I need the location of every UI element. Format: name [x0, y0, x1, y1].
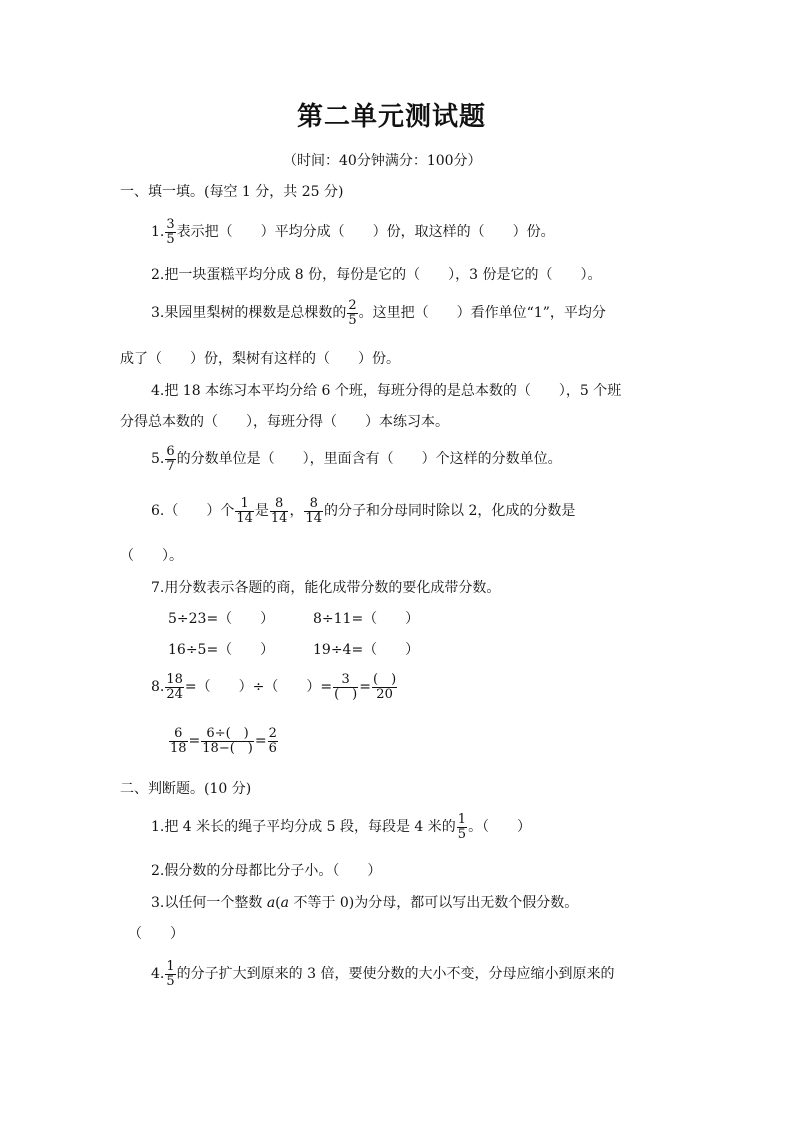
question-6: [151, 497, 575, 525]
question-4-line-2: 分得总本数的（ ），每班分得（ ）本练习本。: [120, 414, 449, 430]
question-number: 1.: [151, 224, 165, 241]
fraction: [333, 673, 358, 701]
fraction: [457, 813, 467, 841]
equals-sign: =: [359, 679, 371, 696]
question-number: 5.: [151, 451, 165, 468]
fraction: [268, 727, 278, 755]
judge-3: [151, 896, 578, 910]
judge-2: 2.假分数的分母都比分子小。（ ）: [151, 863, 382, 879]
q7-item: 5÷23=（ ）: [168, 611, 275, 627]
question-text: 的分数单位是（ ），里面含有（ ）个这样的分数单位。: [176, 451, 562, 468]
fraction: [165, 673, 184, 701]
fraction-denominator: ( ): [334, 686, 358, 702]
fraction-numerator: 6÷( ): [201, 727, 254, 742]
fraction-denominator: 7: [166, 458, 175, 474]
question-3-line-2: 成了（ ）份，梨树有这样的（ ）份。: [120, 351, 400, 367]
question-text: 的分子扩大到原来的 3 倍，要使分数的大小不变，分母应缩小到原来的: [176, 966, 615, 983]
page-title: 第二单元测试题: [297, 102, 487, 132]
fraction-denominator: 20: [376, 686, 393, 702]
question-2: 2.把一块蛋糕平均分成 8 份，每份是它的（ ），3 份是它的（ ）。: [151, 267, 602, 283]
judge-4: [151, 960, 614, 988]
question-text: 1.把 4 米长的绳子平均分成 5 段，每段是 4 米的: [151, 819, 456, 836]
question-text: 表示把（ ）平均分成（ ）份，取这样的（ ）份。: [176, 224, 555, 241]
question-text: 6.（ ）个: [151, 503, 235, 520]
fraction-denominator: 6: [268, 740, 277, 756]
fraction-numerator: 3: [333, 673, 358, 688]
fraction-denominator: 24: [166, 686, 183, 702]
question-7: 7.用分数表示各题的商，能化成带分数的要化成带分数。: [151, 580, 501, 596]
fraction-denominator: 18: [170, 740, 187, 756]
fraction-denominator: 5: [457, 826, 467, 842]
q7-item: 8÷11=（ ）: [313, 611, 420, 627]
variable-a: a: [280, 895, 289, 911]
question-text: 不等于 0)为分母，都可以写出无数个假分数。: [289, 895, 579, 911]
paren: (: [275, 895, 281, 911]
question-text: 是: [254, 503, 269, 520]
question-text: ，: [289, 503, 304, 520]
fraction: [270, 497, 289, 525]
question-text: =（ ）÷（ ）=: [184, 679, 333, 696]
question-text: 3.果园里梨树的棵数是总棵数的: [151, 305, 347, 322]
q7-item: 19÷4=（ ）: [313, 642, 420, 658]
question-number: 4.: [151, 966, 165, 983]
fraction: [169, 727, 188, 755]
question-text: 3.以任何一个整数: [151, 895, 267, 911]
fraction-numerator: ( ): [373, 672, 397, 687]
fraction-denominator: 18−( ): [202, 740, 253, 756]
fraction: [165, 960, 175, 988]
variable-a: a: [266, 895, 276, 911]
q7-item: 16÷5=（ ）: [168, 642, 275, 658]
question-5: [151, 445, 562, 473]
fraction-numerator: 1: [235, 497, 254, 512]
question-number: 8.: [151, 679, 165, 696]
equals-sign: =: [188, 733, 201, 750]
fraction-numerator: 18: [166, 672, 183, 687]
fraction-numerator: 3: [166, 217, 175, 232]
judge-1: [151, 813, 531, 841]
fraction: [165, 445, 175, 473]
question-8-line-2: [168, 727, 279, 755]
judge-3-line-2: （ ）: [128, 926, 184, 942]
fraction-denominator: 14: [305, 510, 322, 526]
fraction-numerator: 6: [166, 444, 175, 459]
fraction-denominator: 5: [166, 231, 175, 247]
fraction-numerator: 1: [457, 812, 467, 827]
fraction-denominator: 5: [348, 312, 357, 328]
question-text: 的分子和分母同时除以 2，化成的分数是: [324, 503, 576, 520]
question-8: [151, 673, 398, 701]
question-text: 。这里把（ ）看作单位“1”，平均分: [358, 305, 606, 322]
fraction-denominator: 14: [236, 510, 253, 526]
fraction-numerator: 8: [270, 497, 289, 512]
fraction: [304, 497, 323, 525]
fraction-numerator: 8: [304, 497, 323, 512]
equals-sign: =: [254, 733, 267, 750]
question-text: 。（ ）: [468, 819, 532, 836]
question-1: [151, 218, 555, 246]
fraction-denominator: 14: [270, 510, 288, 526]
fraction: [372, 673, 397, 701]
question-6-line-2: （ ）。: [120, 548, 183, 564]
page-subtitle: （时间：40分钟满分：100分）: [283, 153, 482, 169]
section-heading-fill: 一、填一填。(每空 1 分，共 25 分): [120, 184, 344, 200]
fraction: [347, 299, 357, 327]
fraction-numerator: 2: [268, 726, 277, 741]
question-3: [151, 299, 606, 327]
question-4-line-1: 4.把 18 本练习本平均分给 6 个班，每班分得的是总本数的（ ），5 个班: [151, 383, 622, 399]
fraction-numerator: 2: [348, 298, 357, 313]
section-heading-judge: 二、判断题。(10 分): [120, 781, 252, 797]
fraction: [235, 497, 254, 525]
fraction: [201, 727, 254, 755]
fraction-numerator: 6: [169, 727, 188, 742]
fraction: [165, 218, 175, 246]
fraction-denominator: 5: [166, 973, 175, 989]
fraction-numerator: 1: [166, 959, 175, 974]
